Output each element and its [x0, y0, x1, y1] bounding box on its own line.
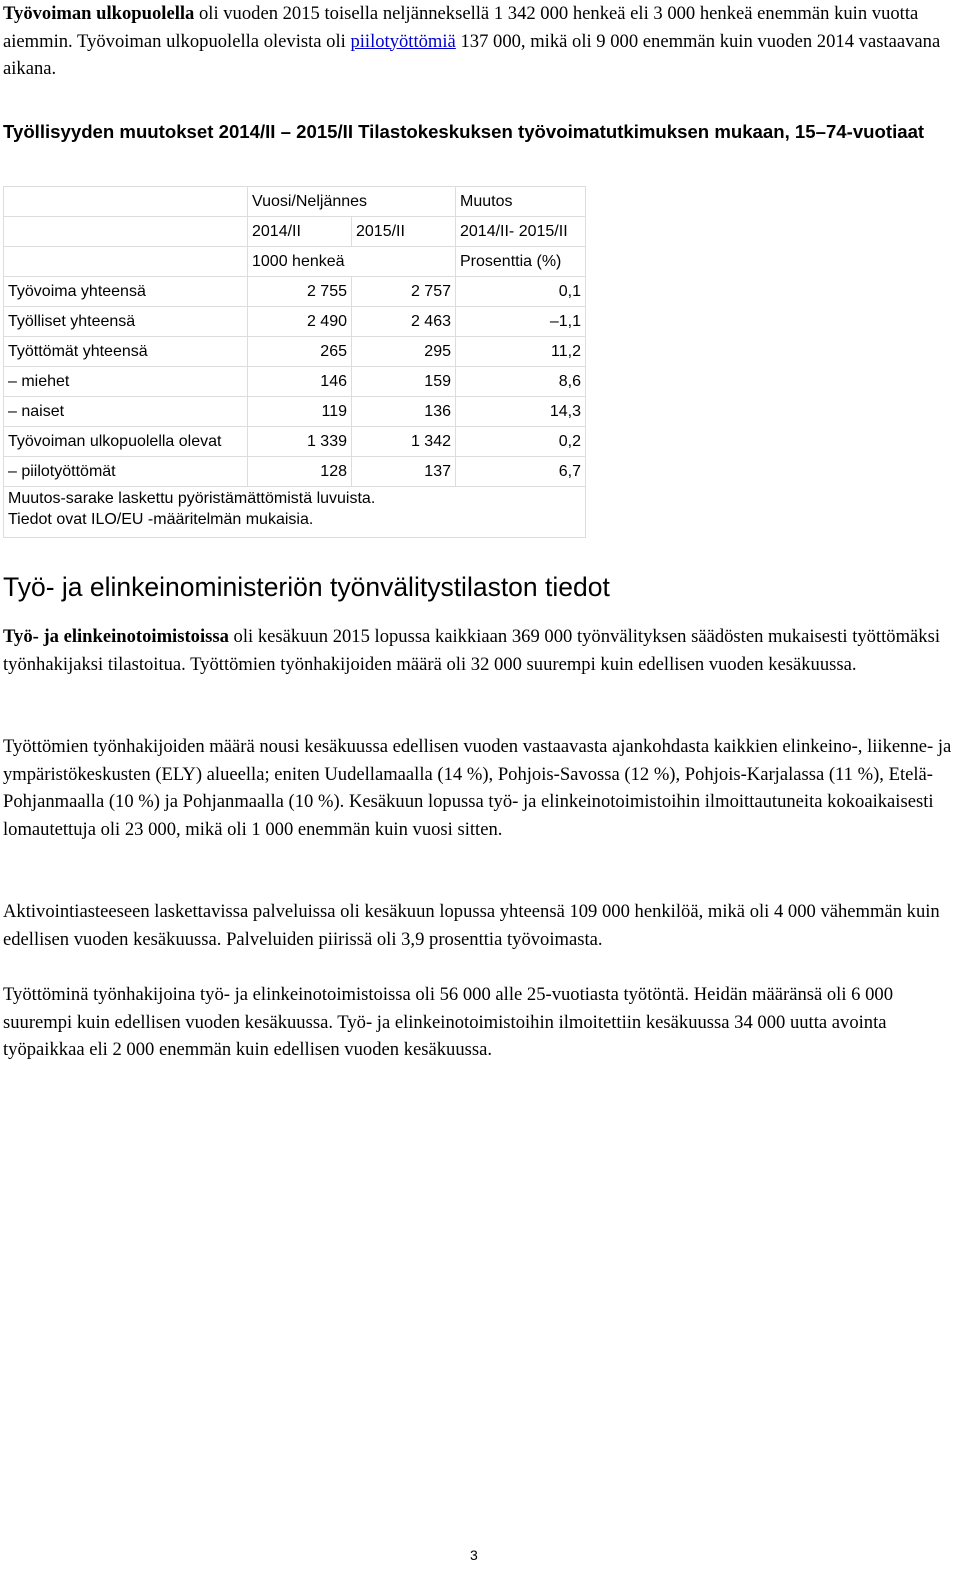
value-change: 0,1 [456, 277, 586, 307]
table-row [4, 307, 586, 337]
value-2015: 1 342 [352, 427, 456, 457]
intro-paragraph [3, 0, 958, 83]
value-change: 11,2 [456, 337, 586, 367]
table-subheader-row [4, 217, 586, 247]
value-2015: 136 [352, 397, 456, 427]
empty-header-cell [4, 217, 248, 247]
table-title: Työllisyyden muutokset 2014/II – 2015/II Tilastokeskuksen työvoimatutkimuksen mukaan, 15–74-vuotiaat [3, 121, 925, 142]
value-2015: 295 [352, 337, 456, 367]
value-change: 0,2 [456, 427, 586, 457]
value-2014: 2 490 [248, 307, 352, 337]
table-row [4, 427, 586, 457]
section-paragraph-2: Työttömien työnhakijoiden määrä nousi kesäkuussa edellisen vuoden vastaavasta ajankohdasta kaikkien elinkeino-, liikenne- ja ympäristökeskusten (ELY) alueella; eniten Uudellamaalla (14 %), Pohjois-Savossa (12 %), Pohjois-Karjalassa (11 %), Etelä-Pohjanmaalla (10 %) ja Pohjanmaalla (10 %). Kesäkuun lopussa työ- ja elinkeinotoimistoihin ilmoittautuneita kokoaikaisesti lomautettuja oli 23 000, mikä oli 1 000 enemmän kuin vuosi sitten. [3, 736, 952, 840]
value-2014: 119 [248, 397, 352, 427]
value-2015: 159 [352, 367, 456, 397]
header-period: Vuosi/Neljännes [248, 187, 456, 217]
header-change: Muutos [456, 187, 586, 217]
table-row [4, 367, 586, 397]
col-2015: 2015/II [352, 217, 456, 247]
table-note-row [4, 487, 586, 538]
section-heading: Työ- ja elinkeinoministeriön työnvälitystilaston tiedot [3, 572, 610, 602]
piilotyottomia-link[interactable]: piilotyöttömiä [350, 30, 456, 52]
row-label: Työlliset yhteensä [4, 307, 248, 337]
col-2014: 2014/II [248, 217, 352, 247]
page-number: 3 [470, 1547, 478, 1563]
value-change: 8,6 [456, 367, 586, 397]
table-note [4, 487, 586, 538]
value-change: 14,3 [456, 397, 586, 427]
table-row [4, 457, 586, 487]
value-2014: 146 [248, 367, 352, 397]
note-line-1: Muutos-sarake laskettu pyöristämättömistä luvuista. [8, 490, 376, 507]
table-row [4, 277, 586, 307]
row-label: Työvoima yhteensä [4, 277, 248, 307]
intro-bold-lead: Työvoiman ulkopuolella [3, 3, 195, 24]
value-2015: 2 757 [352, 277, 456, 307]
unit-percent: Prosenttia (%) [456, 247, 586, 277]
table-header-row [4, 187, 586, 217]
col-change: 2014/II- 2015/II [456, 217, 586, 247]
row-label: Työttömät yhteensä [4, 337, 248, 367]
value-2014: 1 339 [248, 427, 352, 457]
unit-persons: 1000 henkeä [248, 247, 456, 277]
table-row [4, 397, 586, 427]
p1-bold-lead: Työ- ja elinkeinotoimistoissa [3, 626, 229, 647]
value-2015: 2 463 [352, 307, 456, 337]
employment-table [3, 186, 586, 538]
table-unit-row [4, 247, 586, 277]
section-paragraph-3: Aktivointiasteeseen laskettavissa palveluissa oli kesäkuun lopussa yhteensä 109 000 henkilöä, mikä oli 4 000 vähemmän kuin edellisen vuoden kesäkuussa. Palveluiden piirissä oli 3,9 prosenttia työvoimasta. [3, 901, 940, 950]
row-label: – miehet [4, 367, 248, 397]
empty-header-cell [4, 187, 248, 217]
value-2014: 128 [248, 457, 352, 487]
p1-text: oli kesäkuun 2015 lopussa kaikkiaan 369 000 työnvälityksen säädösten mukaisesti työttömäksi työnhakijaksi tilastoitua. Työttömien työnhakijoiden määrä oli 32 000 suurempi kuin edellisen vuoden kesäkuussa. [3, 626, 941, 675]
value-2014: 265 [248, 337, 352, 367]
intro-text-1: oli vuoden 2015 toisella neljänneksellä 1 342 000 henkeä eli 3 000 henkeä enemmän kuin vuotta aiemmin. Työvoiman ulkopuolella olevista oli [3, 3, 919, 52]
value-2015: 137 [352, 457, 456, 487]
value-change: 6,7 [456, 457, 586, 487]
section-paragraph-1 [3, 623, 958, 678]
value-change: –1,1 [456, 307, 586, 337]
note-line-2: Tiedot ovat ILO/EU -määritelmän mukaisia. [8, 511, 314, 528]
row-label: – piilotyöttömät [4, 457, 248, 487]
value-2014: 2 755 [248, 277, 352, 307]
row-label: – naiset [4, 397, 248, 427]
intro-text-2: 137 000, mikä oli 9 000 enemmän kuin vuoden 2014 vastaavana aikana. [3, 30, 941, 79]
empty-header-cell [4, 247, 248, 277]
table-row [4, 337, 586, 367]
row-label: Työvoiman ulkopuolella olevat [4, 427, 248, 457]
section-paragraph-4: Työttöminä työnhakijoina työ- ja elinkeinotoimistoissa oli 56 000 alle 25-vuotiasta työtöntä. Heidän määränsä oli 6 000 suurempi kuin edellisen vuoden kesäkuussa. Työ- ja elinkeinotoimistoihin ilmoitettiin kesäkuussa 34 000 uutta avointa työpaikkaa eli 2 000 enemmän kuin edellisen vuoden kesäkuussa. [3, 984, 894, 1060]
